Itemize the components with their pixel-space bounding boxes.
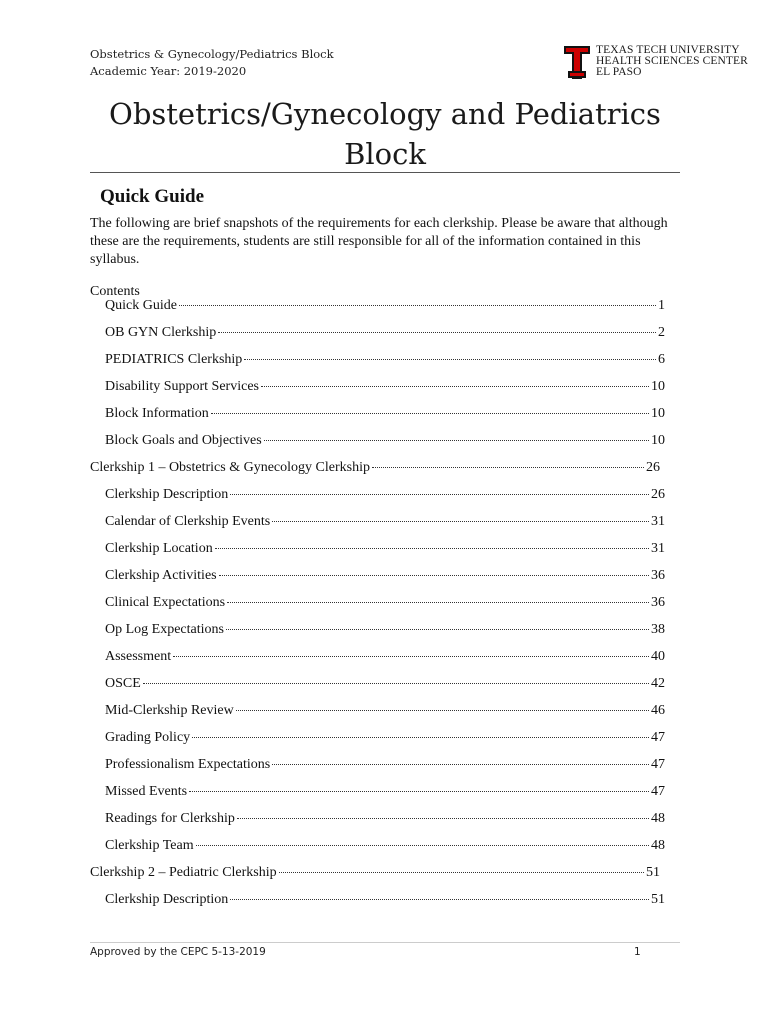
toc-entry[interactable] — [90, 676, 665, 703]
toc-entry-page: 26 — [651, 487, 665, 502]
toc-dot-leader — [279, 872, 644, 873]
toc-entry-page: 10 — [651, 406, 665, 421]
toc-entry-label: Clerkship 2 – Pediatric Clerkship — [90, 865, 277, 880]
toc-entry-page: 10 — [651, 379, 665, 394]
toc-entry[interactable] — [90, 595, 665, 622]
toc-dot-leader — [230, 494, 649, 495]
toc-entry[interactable] — [90, 541, 665, 568]
toc-entry-label: Missed Events — [105, 784, 188, 799]
quick-guide-heading: Quick Guide — [100, 186, 204, 207]
toc-dot-leader — [143, 683, 649, 684]
toc-entry-page: 38 — [651, 622, 665, 637]
toc-dot-leader — [236, 710, 649, 711]
toc-dot-leader — [192, 737, 649, 738]
toc-entry-label: Assessment — [105, 649, 172, 664]
table-of-contents — [90, 298, 680, 919]
toc-entry-page: 51 — [651, 892, 665, 907]
logo-line-2: HEALTH SCIENCES CENTER — [596, 55, 748, 67]
double-t-logo-icon — [563, 44, 591, 80]
title-divider — [90, 172, 680, 173]
toc-entry-page: 1 — [658, 298, 665, 313]
toc-entry-label: Clinical Expectations — [105, 595, 226, 610]
toc-dot-leader — [196, 845, 649, 846]
toc-entry-label: Readings for Clerkship — [105, 811, 235, 826]
toc-entry[interactable] — [90, 460, 660, 487]
toc-entry-page: 51 — [646, 865, 660, 880]
academic-year: Academic Year: 2019-2020 — [90, 64, 247, 78]
toc-dot-leader — [215, 548, 649, 549]
toc-entry-label: Clerkship Location — [105, 541, 213, 556]
toc-entry-label: Disability Support Services — [105, 379, 259, 394]
toc-dot-leader — [219, 575, 649, 576]
toc-dot-leader — [226, 629, 649, 630]
toc-entry-label: Block Goals and Objectives — [105, 433, 262, 448]
toc-dot-leader — [244, 359, 656, 360]
toc-entry[interactable] — [90, 298, 665, 325]
logo-line-1: TEXAS TECH UNIVERSITY — [596, 44, 740, 56]
toc-entry-label: Grading Policy — [105, 730, 191, 745]
page-title: Obstetrics/Gynecology and Pediatrics Block — [109, 97, 661, 171]
university-logo — [563, 44, 748, 80]
toc-dot-leader — [272, 521, 649, 522]
toc-entry-label: OSCE — [105, 676, 141, 691]
toc-entry-label: Op Log Expectations — [105, 622, 224, 637]
toc-title: Contents — [90, 284, 140, 299]
toc-entry-label: PEDIATRICS Clerkship — [105, 352, 243, 367]
toc-entry-label: OB GYN Clerkship — [105, 325, 217, 340]
toc-entry-page: 47 — [651, 730, 665, 745]
logo-wordmark — [596, 45, 748, 78]
toc-entry[interactable] — [90, 838, 665, 865]
toc-dot-leader — [218, 332, 656, 333]
toc-entry[interactable] — [90, 352, 665, 379]
toc-entry-page: 2 — [658, 325, 665, 340]
toc-entry-page: 47 — [651, 784, 665, 799]
toc-entry-page: 36 — [651, 595, 665, 610]
toc-entry-page: 10 — [651, 433, 665, 448]
toc-entry-page: 6 — [658, 352, 665, 367]
logo-line-3: EL PASO — [596, 66, 642, 78]
toc-entry[interactable] — [90, 325, 665, 352]
toc-entry[interactable] — [90, 730, 665, 757]
toc-entry[interactable] — [90, 757, 665, 784]
toc-entry-label: Clerkship Description — [105, 892, 229, 907]
toc-entry-label: Clerkship 1 – Obstetrics & Gynecology Clerkship — [90, 460, 370, 475]
toc-entry[interactable] — [90, 568, 665, 595]
toc-dot-leader — [211, 413, 649, 414]
toc-entry-page: 48 — [651, 811, 665, 826]
toc-dot-leader — [189, 791, 649, 792]
toc-entry[interactable] — [90, 406, 665, 433]
toc-entry[interactable] — [90, 703, 665, 730]
toc-entry[interactable] — [90, 865, 660, 892]
toc-entry[interactable] — [90, 811, 665, 838]
toc-dot-leader — [372, 467, 644, 468]
toc-dot-leader — [261, 386, 649, 387]
footer-divider — [90, 942, 680, 943]
toc-entry[interactable] — [90, 892, 665, 919]
toc-dot-leader — [230, 899, 649, 900]
toc-entry-page: 46 — [651, 703, 665, 718]
toc-entry-label: Mid-Clerkship Review — [105, 703, 234, 718]
toc-dot-leader — [173, 656, 649, 657]
toc-entry[interactable] — [90, 649, 665, 676]
toc-entry[interactable] — [90, 514, 665, 541]
toc-entry-page: 36 — [651, 568, 665, 583]
toc-dot-leader — [179, 305, 656, 306]
toc-entry-label: Clerkship Description — [105, 487, 229, 502]
quick-guide-intro: The following are brief snapshots of the requirements for each clerkship. Please be aware that although these are the requirements, students are still responsible for all of the information contained in this syllabus. — [90, 216, 668, 267]
block-name: Obstetrics & Gynecology/Pediatrics Block — [90, 47, 334, 61]
toc-entry-page: 40 — [651, 649, 665, 664]
footer-page-number: 1 — [634, 946, 641, 958]
toc-entry-label: Quick Guide — [105, 298, 177, 313]
toc-dot-leader — [237, 818, 649, 819]
toc-entry-label: Clerkship Team — [105, 838, 194, 853]
toc-entry[interactable] — [90, 433, 665, 460]
toc-dot-leader — [264, 440, 649, 441]
toc-dot-leader — [272, 764, 649, 765]
toc-entry[interactable] — [90, 622, 665, 649]
footer-approval: Approved by the CEPC 5-13-2019 — [90, 946, 266, 958]
toc-dot-leader — [227, 602, 649, 603]
toc-entry-label: Block Information — [105, 406, 209, 421]
toc-entry-page: 31 — [651, 541, 665, 556]
toc-entry[interactable] — [90, 379, 665, 406]
toc-entry[interactable] — [90, 487, 665, 514]
toc-entry-page: 47 — [651, 757, 665, 772]
toc-entry-label: Professionalism Expectations — [105, 757, 271, 772]
toc-entry-page: 26 — [646, 460, 660, 475]
toc-entry-page: 42 — [651, 676, 665, 691]
toc-entry-page: 31 — [651, 514, 665, 529]
toc-entry-label: Clerkship Activities — [105, 568, 217, 583]
running-header — [90, 46, 334, 80]
toc-entry[interactable] — [90, 784, 665, 811]
toc-entry-label: Calendar of Clerkship Events — [105, 514, 271, 529]
toc-entry-page: 48 — [651, 838, 665, 853]
